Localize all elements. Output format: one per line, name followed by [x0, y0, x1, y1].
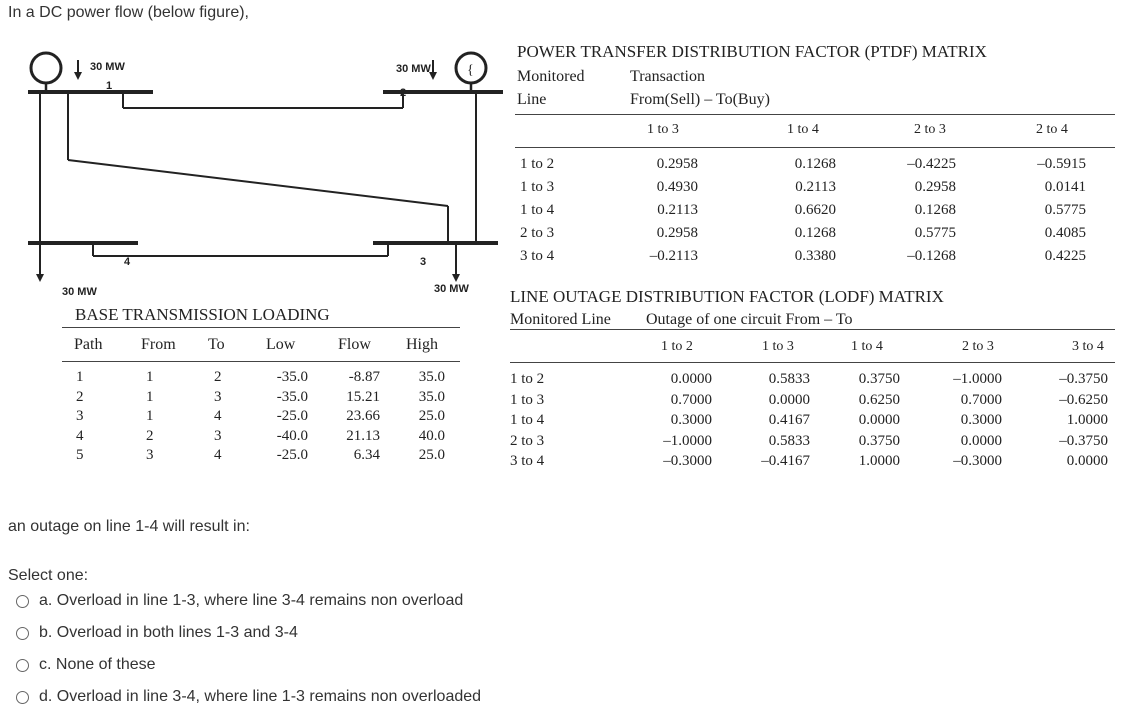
base-loading-cell: 2 — [76, 388, 84, 405]
option-letter: b. — [39, 624, 53, 641]
lodf-value: 1.0000 — [1066, 412, 1108, 428]
lodf-value: –0.3000 — [953, 453, 1002, 469]
lodf-value: –0.6250 — [1059, 391, 1108, 408]
lodf-value: 0.0000 — [768, 391, 810, 408]
option-letter: d. — [39, 688, 53, 705]
option-text: Overload in line 1-3, where line 3-4 remains non overload — [56, 592, 464, 609]
base-loading-cell: 25.0 — [418, 447, 445, 463]
ptdf-value: –0.4225 — [907, 156, 956, 172]
base-loading-cell: 3 — [214, 388, 222, 405]
ptdf-value: 0.2958 — [656, 225, 698, 241]
lodf-column-header: 1 to 2 — [661, 339, 693, 354]
ptdf-row-line: 1 to 4 — [520, 202, 555, 218]
option-d[interactable] — [16, 688, 481, 706]
base-col-to: To — [208, 336, 225, 353]
arrow-down-icon — [74, 72, 82, 80]
base-loading-cell: 4 — [214, 408, 222, 424]
ptdf-value: 0.1268 — [794, 156, 836, 172]
ptdf-row-line: 3 to 4 — [520, 248, 555, 264]
lodf-value: 0.7000 — [670, 391, 712, 408]
base-loading-cell: 23.66 — [346, 408, 380, 424]
option-text: Overload in line 3-4, where line 1-3 remains non overloaded — [56, 688, 482, 705]
lodf-column-header: 3 to 4 — [1072, 339, 1104, 354]
lodf-value: 0.5833 — [768, 371, 810, 387]
base-loading-cell: 4 — [76, 427, 84, 444]
base-loading-cell: 2 — [146, 427, 154, 444]
ptdf-from-to: From(Sell) – To(Buy) — [630, 91, 770, 108]
ptdf-row-line: 2 to 3 — [520, 225, 555, 241]
lodf-outage-label: Outage of one circuit From – To — [646, 311, 853, 328]
base-loading-cell: -25.0 — [276, 447, 308, 463]
ptdf-value: 0.5775 — [914, 225, 956, 241]
lodf-column-header: 2 to 3 — [962, 339, 994, 354]
question-intro: In a DC power flow (below figure), — [8, 4, 249, 21]
generator-1-icon — [31, 53, 61, 83]
lodf-value: 1.0000 — [858, 453, 900, 469]
ptdf-transaction: Transaction — [630, 68, 705, 85]
base-loading-cell: 25.0 — [418, 408, 445, 424]
lodf-row-line: 3 to 4 — [510, 453, 545, 469]
load-3-mw-label: 30 MW — [434, 283, 469, 295]
bus-4-bar — [28, 241, 138, 245]
ptdf-value: 0.1268 — [794, 225, 836, 241]
option-text: None of these — [55, 656, 156, 673]
base-loading-cell: 40.0 — [418, 427, 445, 444]
base-loading-cell: 6.34 — [353, 447, 380, 463]
option-c[interactable] — [16, 656, 156, 674]
base-col-flow: Flow — [338, 336, 371, 353]
base-loading-cell: 5 — [76, 447, 84, 463]
ptdf-value: 0.2113 — [795, 179, 836, 195]
ptdf-value: 0.5775 — [1044, 202, 1086, 218]
base-loading-cell: -8.87 — [348, 369, 380, 385]
lodf-value: 0.0000 — [670, 371, 712, 387]
base-loading-cell: 3 — [214, 427, 222, 444]
base-loading-cell: 1 — [76, 369, 84, 385]
bus-1-label: 1 — [106, 80, 113, 92]
base-loading-cell: 15.21 — [346, 388, 380, 405]
bus-4-label: 4 — [124, 256, 131, 268]
base-loading-cell: 35.0 — [418, 388, 445, 405]
ptdf-value: –0.1268 — [907, 248, 956, 264]
ptdf-value: 0.2113 — [657, 202, 698, 218]
lodf-value: 0.0000 — [858, 412, 900, 428]
base-loading-cell: 21.13 — [346, 427, 380, 444]
lodf-value: –1.0000 — [663, 432, 712, 449]
load-4-mw-label: 30 MW — [62, 286, 97, 298]
lodf-value: –0.3750 — [1059, 371, 1108, 387]
base-loading-cell: 1 — [146, 388, 154, 405]
lodf-value: 0.5833 — [768, 432, 810, 449]
ptdf-value: –0.2113 — [649, 248, 698, 264]
bus-2-label: 2 — [400, 87, 407, 99]
ptdf-value: 0.3380 — [794, 248, 836, 264]
bus-3-bar — [373, 241, 498, 245]
option-b[interactable] — [16, 624, 298, 642]
ptdf-title: POWER TRANSFER DISTRIBUTION FACTOR (PTDF) MATRIX — [517, 42, 987, 61]
lodf-value: –0.4167 — [761, 453, 810, 469]
lodf-row-line: 2 to 3 — [510, 432, 545, 449]
base-col-high: High — [406, 336, 438, 353]
ptdf-row-line: 1 to 2 — [520, 156, 555, 172]
base-loading-cell: 2 — [214, 369, 222, 385]
gen2-mw-label: 30 MW — [396, 63, 431, 75]
ptdf-value: 0.4930 — [656, 179, 698, 195]
base-loading-cell: 1 — [146, 369, 154, 385]
lodf-value: –0.3750 — [1059, 432, 1108, 449]
bus-1-bar — [28, 90, 153, 94]
base-loading-title: BASE TRANSMISSION LOADING — [75, 305, 330, 324]
lodf-value: 0.7000 — [960, 391, 1002, 408]
ptdf-value: 0.6620 — [794, 202, 836, 218]
lodf-column-header: 1 to 3 — [762, 339, 794, 354]
ptdf-monitored: Monitored — [517, 68, 585, 85]
ptdf-column-header: 2 to 3 — [914, 122, 946, 137]
base-loading-cell: 1 — [146, 408, 154, 424]
load-4-arrow-icon — [36, 274, 44, 282]
base-loading-cell: 3 — [76, 408, 84, 424]
ptdf-column-header: 1 to 3 — [647, 122, 679, 137]
radio-button[interactable] — [16, 627, 29, 640]
ptdf-line: Line — [517, 91, 547, 108]
lodf-row-line: 1 to 3 — [510, 391, 545, 408]
radio-button[interactable] — [16, 595, 29, 608]
lodf-value: –0.3000 — [663, 453, 712, 469]
option-letter: a. — [39, 592, 53, 609]
svg-text:{: { — [467, 63, 474, 78]
lodf-value: 0.4167 — [768, 412, 810, 428]
base-loading-cell: -40.0 — [276, 427, 308, 444]
ptdf-row-line: 1 to 3 — [520, 179, 555, 195]
base-col-from: From — [141, 336, 176, 353]
lodf-row-line: 1 to 2 — [510, 371, 545, 387]
lodf-value: 0.0000 — [960, 432, 1002, 449]
ptdf-value: 0.2958 — [656, 156, 698, 172]
radio-button[interactable] — [16, 659, 29, 672]
option-a[interactable] — [16, 592, 463, 610]
base-col-low: Low — [266, 336, 296, 353]
base-loading-cell: 3 — [146, 447, 154, 463]
base-loading-cell: -35.0 — [276, 369, 308, 385]
lodf-value: –1.0000 — [953, 371, 1002, 387]
lodf-row-line: 1 to 4 — [510, 412, 545, 428]
option-letter: c. — [39, 656, 52, 673]
ptdf-value: 0.0141 — [1044, 179, 1086, 195]
power-system-diagram — [28, 38, 508, 300]
ptdf-value: –0.5915 — [1037, 156, 1086, 172]
ptdf-column-header: 1 to 4 — [787, 122, 819, 137]
lodf-value: 0.3000 — [670, 412, 712, 428]
load-3-arrow-icon — [452, 274, 460, 282]
lodf-value: 0.6250 — [858, 391, 900, 408]
ptdf-value: 0.4085 — [1044, 225, 1086, 241]
ptdf-value: 0.1268 — [914, 202, 956, 218]
ptdf-value: 0.4225 — [1044, 248, 1086, 264]
gen1-mw-label: 30 MW — [90, 61, 125, 73]
select-one-label: Select one: — [8, 567, 89, 584]
base-loading-cell: -25.0 — [276, 408, 308, 424]
lodf-value: 0.3000 — [960, 412, 1002, 428]
base-loading-cell: 4 — [214, 447, 222, 463]
ptdf-value: 0.2958 — [914, 179, 956, 195]
lodf-monitored-line: Monitored Line — [510, 311, 611, 328]
base-loading-cell: 35.0 — [418, 369, 445, 385]
question-prompt: an outage on line 1-4 will result in: — [8, 518, 250, 535]
lodf-column-header: 1 to 4 — [851, 339, 883, 354]
lodf-value: 0.0000 — [1066, 453, 1108, 469]
radio-button[interactable] — [16, 691, 29, 704]
base-col-path: Path — [74, 336, 103, 353]
lodf-title: LINE OUTAGE DISTRIBUTION FACTOR (LODF) MATRIX — [510, 287, 944, 306]
base-loading-cell: -35.0 — [276, 388, 308, 405]
ptdf-column-header: 2 to 4 — [1036, 122, 1068, 137]
option-text: Overload in both lines 1-3 and 3-4 — [56, 624, 298, 641]
lodf-value: 0.3750 — [858, 432, 900, 449]
bus-3-label: 3 — [420, 256, 427, 268]
lodf-value: 0.3750 — [858, 371, 900, 387]
